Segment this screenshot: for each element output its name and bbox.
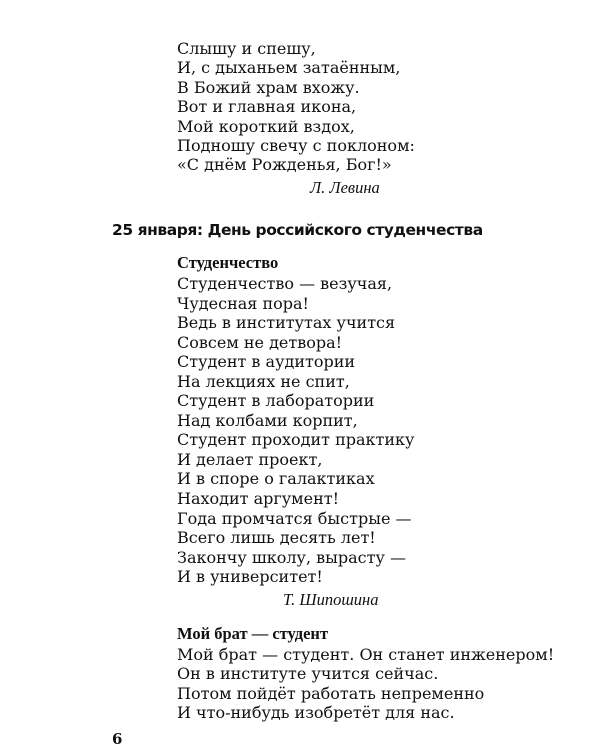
poem-line: И что-нибудь изобретёт для нас. (177, 702, 455, 722)
poem-line: Ведь в институтах учится (177, 313, 396, 333)
poem-line: Студент в аудитории (177, 352, 356, 372)
poem-line: Над колбами корпит, (177, 410, 358, 430)
poem-brother-title: Мой брат — студент (177, 624, 329, 643)
poem-line: Мой брат — студент. Он станет инженером! (177, 645, 555, 664)
page-number: 6 (112, 730, 123, 748)
poem-line: Закончу школу, вырасту — (177, 547, 406, 567)
poem-line: И, с дыханьем затаённым, (177, 58, 401, 78)
poem-line: На лекциях не спит, (177, 371, 350, 391)
poem-line: В Божий храм вхожу. (177, 77, 360, 97)
poem-students-lines (177, 274, 577, 587)
section-heading: 25 января: День российского студенчества (112, 221, 483, 239)
poem-brother-lines (177, 645, 577, 722)
poem-intro-lines (177, 39, 577, 175)
poem-line: Чудесная пора! (177, 293, 309, 313)
poem-line: Всего лишь десять лет! (177, 528, 376, 548)
poem-line: Подношу свечу с поклоном: (177, 135, 415, 155)
poem-line: «С днём Рожденья, Бог!» (177, 155, 392, 175)
poem-line: И делает проект, (177, 449, 323, 469)
poem-line: И в университет! (177, 567, 323, 587)
poem-line: Мой короткий вздох, (177, 116, 355, 136)
poem-line: Слышу и спешу, (177, 39, 316, 58)
poem-line: Года промчатся быстрые — (177, 508, 412, 528)
poem-students-author: Т. Шипошина (283, 590, 379, 609)
poem-intro-author: Л. Левина (310, 178, 380, 197)
poem-line: Он в институте учится сейчас. (177, 664, 439, 684)
poem-line: И в споре о галактиках (177, 469, 375, 489)
poem-line: Студент проходит практику (177, 430, 415, 450)
poem-line: Вот и главная икона, (177, 97, 357, 117)
poem-line: Потом пойдёт работать непременно (177, 683, 485, 703)
poem-students-title: Студенчество (177, 253, 279, 272)
poem-line: Совсем не детвора! (177, 332, 343, 352)
poem-line: Студент в лаборатории (177, 391, 375, 411)
poem-line: Находит аргумент! (177, 489, 340, 509)
poem-line: Студенчество — везучая, (177, 274, 393, 293)
